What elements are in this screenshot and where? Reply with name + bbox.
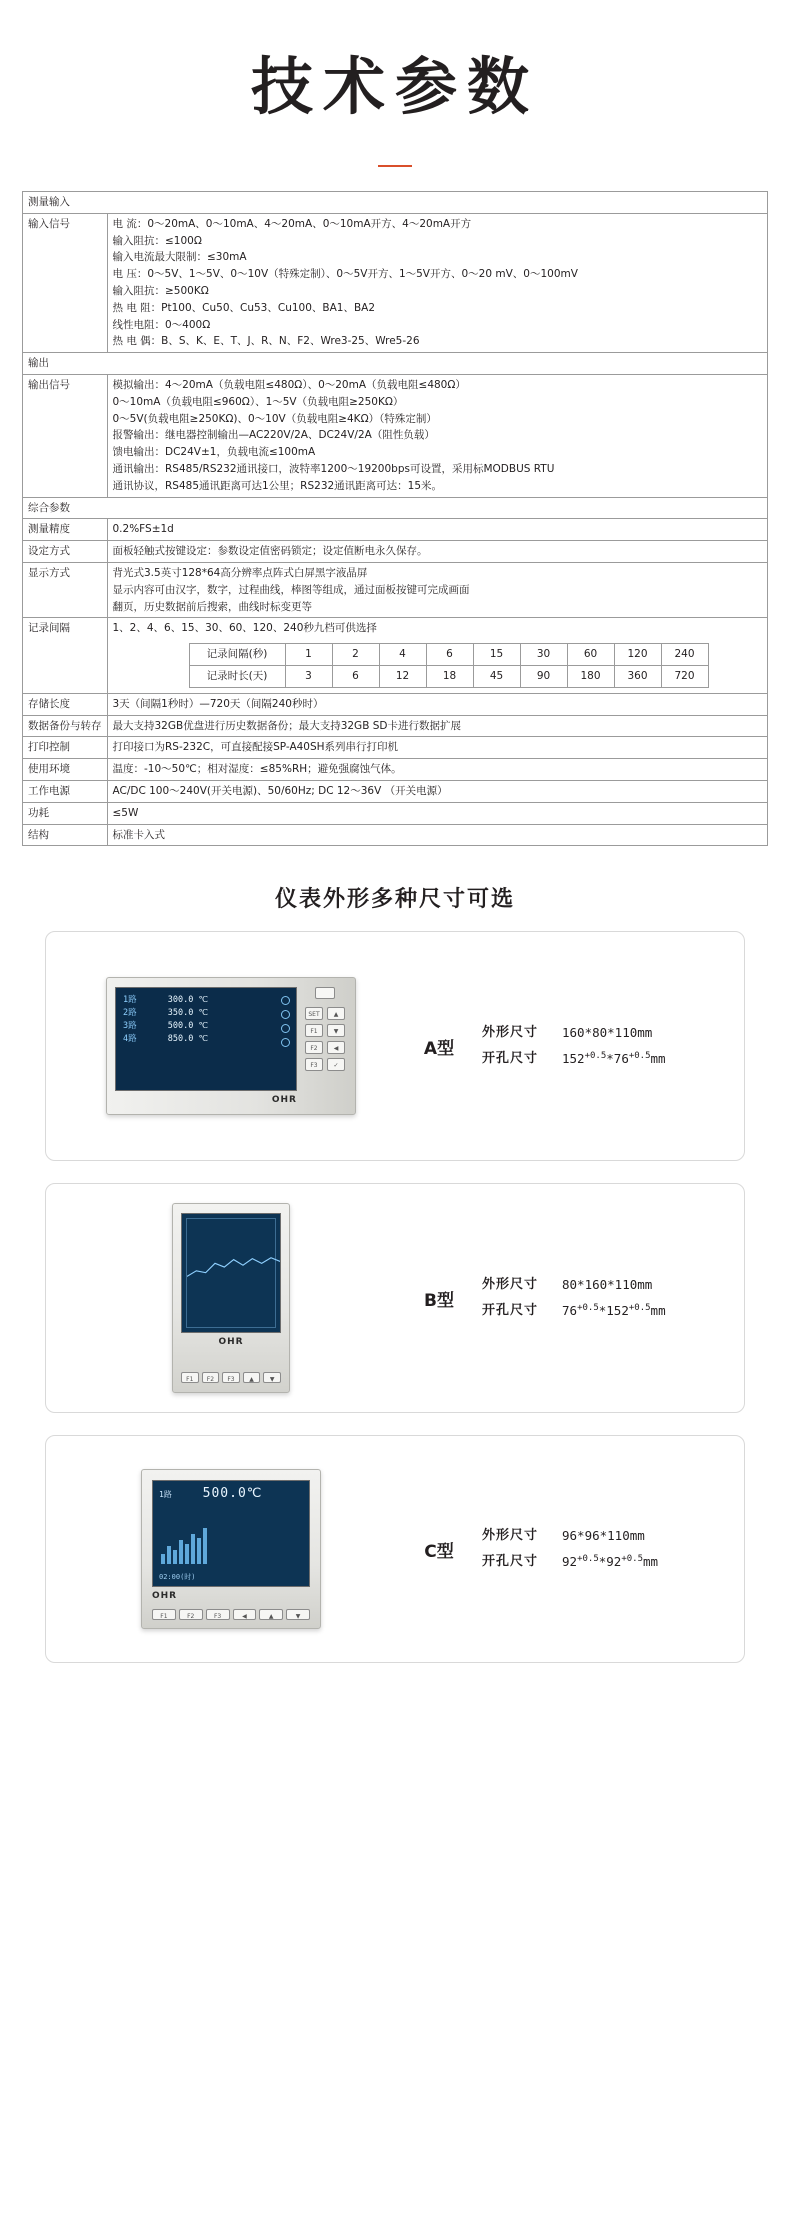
lcd-value: 500.0 — [167, 1020, 194, 1031]
lcd-unit: ℃ — [198, 1033, 209, 1044]
device-image-c — [66, 1454, 396, 1644]
spec-line: 线性电阻：0～400Ω — [112, 318, 211, 331]
spec-row — [23, 693, 768, 715]
spec-line: 背光式3.5英寸128*64高分辨率点阵式白屏黑字液晶屏 — [112, 567, 368, 580]
device-key[interactable]: ◀ — [233, 1609, 257, 1620]
spec-line: 通讯协议，RS485通讯距离可达1公里；RS232通讯距离可达：15米。 — [112, 479, 443, 492]
outer-size-value: 160*80*110mm — [562, 1025, 653, 1041]
device-key[interactable]: ▲ — [243, 1372, 261, 1383]
spec-row — [23, 519, 768, 541]
spec-label: 测量精度 — [23, 519, 108, 541]
spec-value — [107, 563, 768, 618]
device-key[interactable]: ▲ — [259, 1609, 283, 1620]
keypad-b[interactable] — [181, 1362, 281, 1383]
spec-value — [107, 375, 768, 498]
record-interval-table — [189, 643, 709, 688]
table-cell: 12 — [379, 666, 426, 688]
spec-row — [23, 618, 768, 693]
spec-label: 显示方式 — [23, 563, 108, 618]
table-cell: 15 — [473, 644, 520, 666]
spec-line: 输入阻抗：≥500KΩ — [112, 285, 209, 298]
spec-label: 结构 — [23, 824, 108, 846]
spec-line: 标准卡入式 — [112, 828, 165, 841]
spec-line: 显示内容可由汉字，数字，过程曲线，棒图等组成，通过面板按键可完成画面 — [112, 583, 470, 596]
spec-line: 电 流：0～20mA、0～10mA、4～20mA、0～10mA开方、4～20mA开方 — [112, 217, 472, 230]
lcd-value: 350.0 — [167, 1008, 194, 1019]
spec-row — [23, 353, 768, 375]
table-row — [189, 666, 708, 688]
record-interval-note: 1、2、4、6、15、30、60、120、240秒九档可供选择 — [112, 622, 377, 635]
lcd-display-c — [152, 1480, 310, 1587]
outer-size-value: 96*96*110mm — [562, 1528, 645, 1544]
model-label-c: C型 — [424, 1541, 454, 1562]
spec-line: 热 电 偶：B、S、K、E、T、J、R、N、F2、Wre3-25、Wre5-26 — [112, 335, 420, 348]
spec-table — [22, 191, 768, 846]
device-key[interactable]: ▼ — [327, 1024, 345, 1037]
spec-line: 打印接口为RS-232C，可直接配接SP-A40SH系列串行打印机 — [112, 741, 399, 754]
lcd-unit: ℃ — [198, 1020, 209, 1031]
model-card-c — [45, 1435, 745, 1663]
spec-line: 0.2%FS±1d — [112, 523, 174, 536]
spec-label: 存储长度 — [23, 693, 108, 715]
table-cell: 90 — [520, 666, 567, 688]
spec-line: ≤5W — [112, 806, 139, 819]
table-header-cell: 记录时长(天) — [189, 666, 285, 688]
spec-row — [23, 824, 768, 846]
hole-size-value: $152^{+0.5}*76^{+0.5}mm$ — [562, 1051, 666, 1067]
spec-value — [107, 618, 768, 693]
spec-line: 输入电流最大限制：≤30mA — [112, 251, 247, 264]
spec-label: 记录间隔 — [23, 618, 108, 693]
device-key[interactable]: ▲ — [327, 1007, 345, 1020]
spec-line: 报警输出：继电器控制输出—AC220V/2A、DC24V/2A（阻性负载） — [112, 429, 435, 442]
lcd-channel: 2路 — [123, 1008, 137, 1019]
hole-size-label: 开孔尺寸 — [482, 1303, 539, 1319]
spec-section-label: 输出 — [23, 353, 768, 375]
model-card-a — [45, 931, 745, 1161]
table-cell: 30 — [520, 644, 567, 666]
spec-line: 3天（间隔1秒时）—720天（间隔240秒时） — [112, 697, 324, 710]
table-cell: 60 — [567, 644, 614, 666]
lcd-unit: ℃ — [198, 995, 209, 1006]
table-cell: 3 — [285, 666, 332, 688]
device-image-b — [66, 1202, 396, 1394]
spec-section — [0, 167, 790, 846]
spec-value — [107, 781, 768, 803]
outer-size-value: 80*160*110mm — [562, 1277, 653, 1293]
spec-value — [107, 213, 768, 352]
spec-label: 数据备份与转存 — [23, 715, 108, 737]
device-key[interactable]: F1 — [152, 1609, 176, 1620]
dimensions-a — [482, 1020, 666, 1072]
spec-row — [23, 563, 768, 618]
table-cell: 180 — [567, 666, 614, 688]
table-cell: 45 — [473, 666, 520, 688]
spec-section-label: 测量输入 — [23, 192, 768, 214]
device-key[interactable]: F3 — [206, 1609, 230, 1620]
spec-label: 输出信号 — [23, 375, 108, 498]
outer-size-label: 外形尺寸 — [482, 1277, 539, 1293]
device-key[interactable]: ▼ — [286, 1609, 310, 1620]
lcd-channel: 1路 — [123, 995, 137, 1006]
model-label-b: B型 — [424, 1290, 454, 1311]
table-row — [189, 644, 708, 666]
lcd-unit: ℃ — [198, 1008, 209, 1019]
hole-size-label: 开孔尺寸 — [482, 1051, 539, 1067]
spec-label: 工作电源 — [23, 781, 108, 803]
lcd-channel: 4路 — [123, 1033, 137, 1044]
lcd-display-b — [181, 1213, 281, 1333]
hole-size-label: 开孔尺寸 — [482, 1554, 539, 1570]
brand-logo: OHR — [218, 1337, 244, 1348]
table-cell: 1 — [285, 644, 332, 666]
device-key[interactable]: ✓ — [327, 1058, 345, 1071]
spec-value — [107, 737, 768, 759]
spec-line: 最大支持32GB优盘进行历史数据备份；最大支持32GB SD卡进行数据扩展 — [112, 719, 461, 732]
spec-label: 功耗 — [23, 802, 108, 824]
spec-label: 输入信号 — [23, 213, 108, 352]
model-label-a: A型 — [423, 1038, 455, 1059]
hole-size-value: $76^{+0.5}*152^{+0.5}mm$ — [562, 1303, 666, 1319]
table-cell: 6 — [426, 644, 473, 666]
lcd-display-a — [115, 987, 297, 1091]
spec-line: 0～10mA（负载电阻≤960Ω）、1～5V（负载电阻≥250KΩ） — [112, 395, 404, 408]
model-card-b — [45, 1183, 745, 1413]
keypad-a[interactable] — [305, 1007, 345, 1071]
usb-port-icon — [315, 987, 335, 999]
table-cell: 4 — [379, 644, 426, 666]
table-cell: 18 — [426, 666, 473, 688]
table-cell: 2 — [332, 644, 379, 666]
spec-row — [23, 759, 768, 781]
lcd-unit: ℃ — [246, 1486, 263, 1502]
spec-line: 0～5V(负载电阻≥250KΩ)、0～10V（负载电阻≥4KΩ）（特殊定制） — [112, 412, 437, 425]
spec-row — [23, 781, 768, 803]
device-key[interactable]: F3 — [222, 1372, 240, 1383]
device-key[interactable]: F2 — [305, 1041, 323, 1054]
spec-label: 设定方式 — [23, 541, 108, 563]
spec-value — [107, 519, 768, 541]
device-key[interactable]: F3 — [305, 1058, 323, 1071]
spec-line: 馈电输出：DC24V±1，负载电流≤100mA — [112, 446, 316, 459]
device-key[interactable]: ▼ — [263, 1372, 281, 1383]
trend-curve-icon — [187, 1254, 280, 1282]
spec-value — [107, 759, 768, 781]
device-key[interactable]: F1 — [305, 1024, 323, 1037]
lcd-value: 300.0 — [167, 995, 194, 1006]
title-block — [0, 0, 790, 167]
outer-size-label: 外形尺寸 — [482, 1025, 539, 1041]
spec-row — [23, 715, 768, 737]
spec-row — [23, 497, 768, 519]
lcd-time: 02:00(时) — [159, 1573, 196, 1582]
spec-line: 面板轻触式按键设定：参数设定值密码锁定；设定值断电永久保存。 — [112, 545, 428, 558]
spec-line: 电 压：0～5V、1～5V、0～10V（特殊定制）、0～5V开方、1～5V开方、0～20 mV、0～100mV — [112, 268, 578, 281]
section2-title: 仪表外形多种尺寸可选 — [274, 887, 515, 913]
spec-line: 输入阻抗：≤100Ω — [112, 234, 202, 247]
table-header-cell: 记录间隔(秒) — [189, 644, 285, 666]
spec-line: 模拟输出：4～20mA（负载电阻≤480Ω）、0～20mA（负载电阻≤480Ω） — [112, 379, 466, 392]
spec-line: 热 电 阻：Pt100、Cu50、Cu53、Cu100、BA1、BA2 — [112, 301, 376, 314]
device-key[interactable]: F2 — [179, 1609, 203, 1620]
brand-logo: OHR — [271, 1095, 297, 1106]
spec-line: 通讯输出：RS485/RS232通讯接口，波特率1200～19200bps可设置，采用标MODBUS RTU — [112, 463, 555, 476]
spec-value — [107, 802, 768, 824]
hole-size-value: $92^{+0.5}*92^{+0.5}mm$ — [562, 1554, 659, 1570]
brand-logo: OHR — [152, 1591, 178, 1602]
outer-size-label: 外形尺寸 — [482, 1528, 539, 1544]
spec-value — [107, 541, 768, 563]
spec-line: 温度：-10～50℃；相对湿度：≤85%RH；避免强腐蚀气体。 — [112, 763, 402, 776]
page-title: 技术参数 — [250, 50, 539, 123]
dimensions-b — [482, 1272, 666, 1324]
spec-label: 使用环境 — [23, 759, 108, 781]
device-image-a — [66, 950, 396, 1142]
keypad-c[interactable] — [152, 1601, 310, 1620]
table-cell: 720 — [661, 666, 708, 688]
spec-label: 打印控制 — [23, 737, 108, 759]
dimensions-c — [482, 1523, 658, 1575]
lcd-value: 500.0 — [202, 1486, 247, 1502]
device-key[interactable]: SET — [305, 1007, 323, 1020]
spec-line: AC/DC 100～240V(开关电源)、50/60Hz; DC 12～36V （开关电源） — [112, 785, 448, 797]
spec-row — [23, 541, 768, 563]
spec-line: 翻页，历史数据前后搜索，曲线时标变更等 — [112, 600, 312, 613]
lcd-value: 850.0 — [167, 1033, 194, 1044]
spec-row — [23, 192, 768, 214]
spec-value — [107, 824, 768, 846]
spec-row — [23, 213, 768, 352]
spec-value — [107, 693, 768, 715]
table-cell: 240 — [661, 644, 708, 666]
lcd-channel: 3路 — [123, 1020, 137, 1031]
device-key[interactable]: F2 — [202, 1372, 220, 1383]
spec-value — [107, 715, 768, 737]
lcd-channel: 1路 — [159, 1490, 172, 1500]
table-cell: 120 — [614, 644, 661, 666]
table-cell: 360 — [614, 666, 661, 688]
spec-section-label: 综合参数 — [23, 497, 768, 519]
device-key[interactable]: F1 — [181, 1372, 199, 1383]
spec-row — [23, 375, 768, 498]
bar-graph-icon — [161, 1524, 207, 1564]
device-key[interactable]: ◀ — [327, 1041, 345, 1054]
table-cell: 6 — [332, 666, 379, 688]
spec-row — [23, 737, 768, 759]
spec-row — [23, 802, 768, 824]
